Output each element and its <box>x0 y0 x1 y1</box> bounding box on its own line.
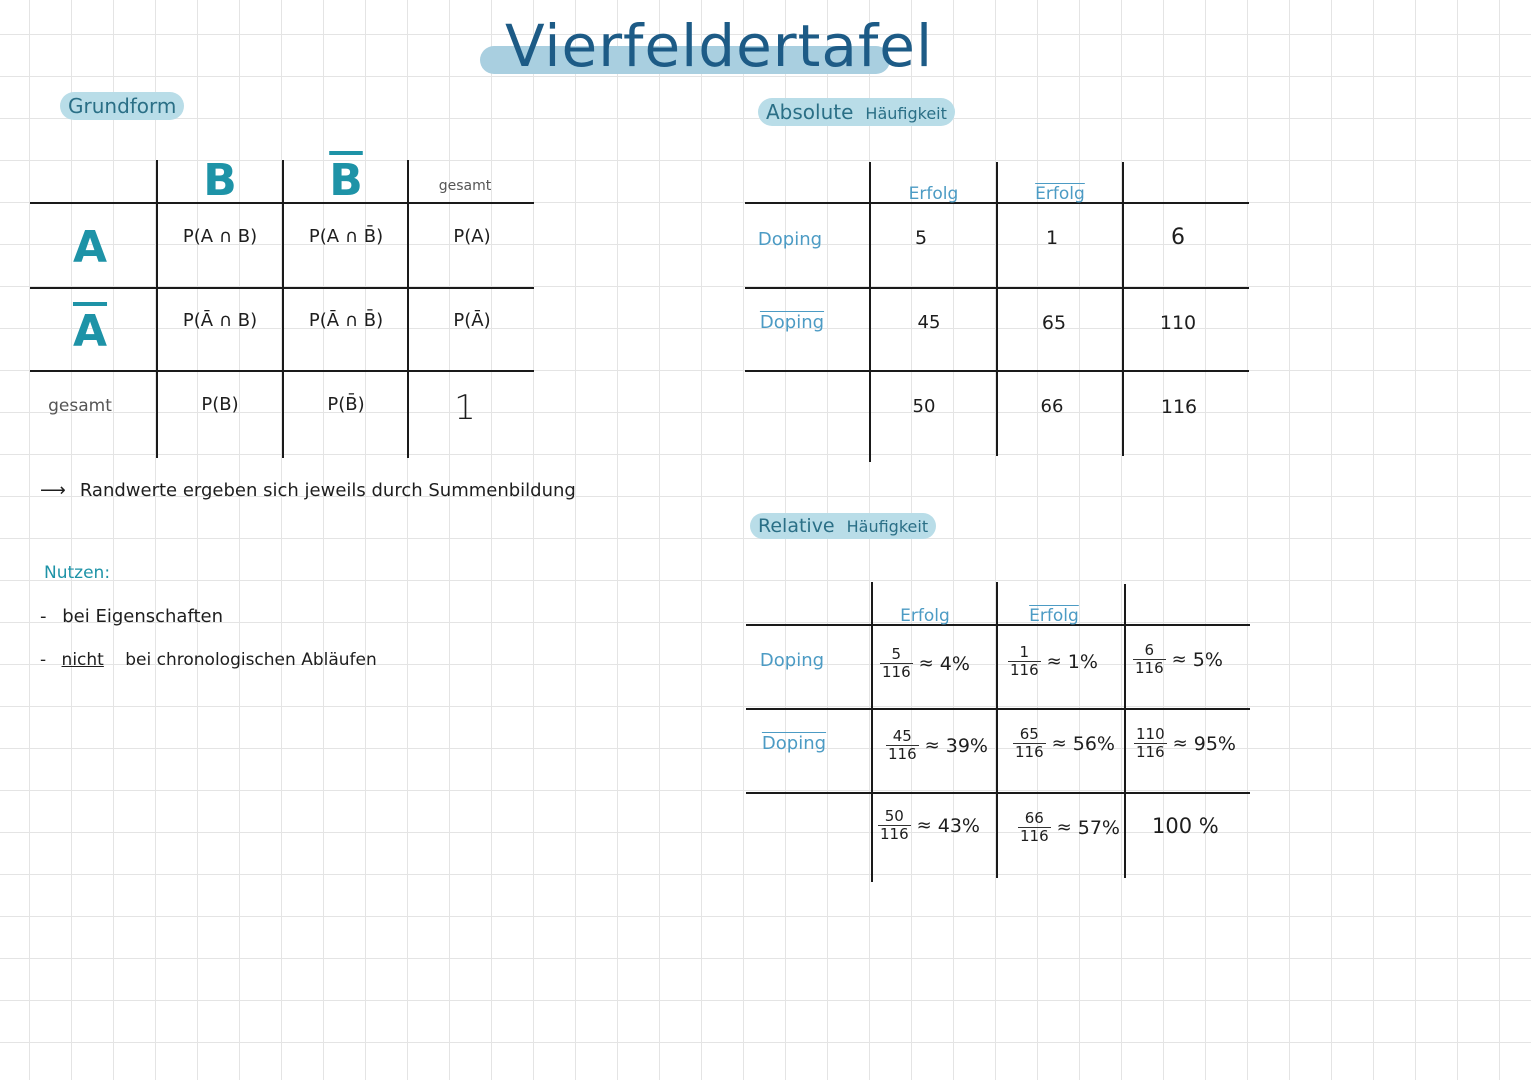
randwerte-note <box>40 480 576 501</box>
percent: 56% <box>1072 732 1115 755</box>
grid-line <box>996 582 998 878</box>
nutzen-item-1-text: bei Eigenschaften <box>62 606 224 627</box>
rel-cell <box>1018 810 1120 845</box>
abs-cell: 50 <box>912 396 936 417</box>
grid-line <box>871 582 873 882</box>
relative-label-word2: Häufigkeit <box>846 517 929 536</box>
percent: 4% <box>939 652 970 675</box>
denominator: 116 <box>882 663 911 681</box>
numerator: 1 <box>1008 644 1041 662</box>
denominator: 116 <box>1010 661 1039 679</box>
rel-cell <box>886 728 988 763</box>
numerator: 6 <box>1133 642 1166 660</box>
col-header-b-bar: $\overline{B}$ <box>329 155 363 206</box>
numerator: 50 <box>878 808 911 826</box>
rel-cell <box>1013 726 1115 761</box>
percent: 1% <box>1067 650 1098 673</box>
cell-p-bbar: P(B̄) <box>327 394 365 415</box>
numerator: 65 <box>1013 726 1046 744</box>
cell-p-a: P(A) <box>453 226 491 247</box>
approx-sign: ≈ <box>1051 733 1067 754</box>
approx-sign: ≈ <box>1171 649 1187 670</box>
numerator: 45 <box>886 728 919 746</box>
nutzen-item-1 <box>40 606 223 627</box>
fraction <box>1008 644 1041 679</box>
abs-cell: 110 <box>1159 312 1197 334</box>
arrow-right-icon: ⟶ <box>40 480 66 501</box>
rel-col-header-erfolg: Erfolg <box>900 606 950 626</box>
numerator: 66 <box>1018 810 1051 828</box>
abs-row-header-doping-bar: Doping <box>759 312 825 333</box>
randwerte-text: Randwerte ergeben sich jeweils durch Summenbildung <box>79 480 576 501</box>
cell-p-b: P(B) <box>201 394 239 415</box>
rel-cell <box>878 808 980 843</box>
nutzen-item-2 <box>40 650 377 670</box>
grid-line <box>746 792 1250 794</box>
percent: 57% <box>1077 816 1120 839</box>
denominator: 116 <box>880 825 909 843</box>
numerator: 5 <box>880 646 913 664</box>
bullet-dash: - <box>40 606 47 627</box>
denominator: 116 <box>1136 743 1165 761</box>
fraction <box>880 646 913 681</box>
cell-p-abar: P(Ā) <box>453 310 491 331</box>
abs-col-header-erfolg-bar: Erfolg <box>1035 184 1085 204</box>
bullet-dash: - <box>40 650 47 670</box>
cell-total-one: 1 <box>454 388 476 428</box>
row-header-gesamt: gesamt <box>48 396 112 416</box>
rel-cell <box>1134 726 1236 761</box>
cell-p-a-and-b: P(A ∩ B) <box>182 226 258 247</box>
abs-cell: 1 <box>1045 227 1059 249</box>
percent: 39% <box>945 734 988 757</box>
nutzen-item-2-emphasis: nicht <box>61 650 104 670</box>
abs-cell: 5 <box>914 227 928 249</box>
grundform-label: Grundform <box>60 92 184 120</box>
page-title: Vierfeldertafel <box>505 12 934 80</box>
abs-cell: 65 <box>1041 312 1067 334</box>
abs-cell: 45 <box>917 312 941 333</box>
denominator: 116 <box>1015 743 1044 761</box>
denominator: 116 <box>1020 827 1049 845</box>
fraction <box>1018 810 1051 845</box>
denominator: 116 <box>888 745 917 763</box>
rel-cell-total: 100 % <box>1152 814 1219 838</box>
abs-cell: 6 <box>1171 225 1185 250</box>
fraction <box>886 728 919 763</box>
approx-sign: ≈ <box>924 735 940 756</box>
cell-p-a-and-bbar: P(A ∩ B̄) <box>308 226 384 247</box>
fraction <box>1013 726 1046 761</box>
rel-cell <box>1133 642 1223 677</box>
nutzen-label: Nutzen: <box>44 563 111 583</box>
rel-row-header-doping-bar: Doping <box>761 733 827 754</box>
fraction <box>1133 642 1166 677</box>
absolute-label-word: Absolute <box>766 100 854 124</box>
absolute-label-word2: Häufigkeit <box>865 104 947 123</box>
rel-row-header-doping: Doping <box>759 650 825 671</box>
percent: 95% <box>1193 732 1236 755</box>
numerator: 110 <box>1136 725 1165 743</box>
percent: 43% <box>937 814 980 837</box>
approx-sign: ≈ <box>1172 733 1188 754</box>
absolute-label <box>758 98 955 126</box>
col-header-b: B <box>203 155 237 206</box>
abs-cell: 66 <box>1040 396 1064 417</box>
fraction <box>878 808 911 843</box>
fraction <box>1134 726 1167 761</box>
rel-cell <box>1008 644 1098 679</box>
abs-col-header-erfolg: Erfolg <box>908 184 959 204</box>
cell-p-abar-and-bbar: P(Ā ∩ B̄) <box>308 310 384 331</box>
approx-sign: ≈ <box>916 815 932 836</box>
relative-label-word: Relative <box>758 515 835 537</box>
rel-cell <box>880 646 970 681</box>
cell-p-abar-and-b: P(Ā ∩ B) <box>182 310 258 331</box>
grid-line <box>1124 584 1126 878</box>
approx-sign: ≈ <box>918 653 934 674</box>
row-header-a: A <box>72 222 108 273</box>
denominator: 116 <box>1135 659 1164 677</box>
rel-col-header-erfolg-bar: Erfolg <box>1029 606 1079 626</box>
abs-row-header-doping: Doping <box>757 229 823 250</box>
nutzen-item-2-text: bei chronologischen Abläufen <box>125 650 377 670</box>
abs-cell: 116 <box>1160 396 1198 418</box>
approx-sign: ≈ <box>1046 651 1062 672</box>
relative-label <box>750 513 936 539</box>
grid-line <box>746 708 1250 710</box>
row-header-a-bar: $\overline{A}$ <box>72 306 108 357</box>
percent: 5% <box>1192 648 1223 671</box>
col-header-gesamt: gesamt <box>438 178 492 194</box>
approx-sign: ≈ <box>1056 817 1072 838</box>
